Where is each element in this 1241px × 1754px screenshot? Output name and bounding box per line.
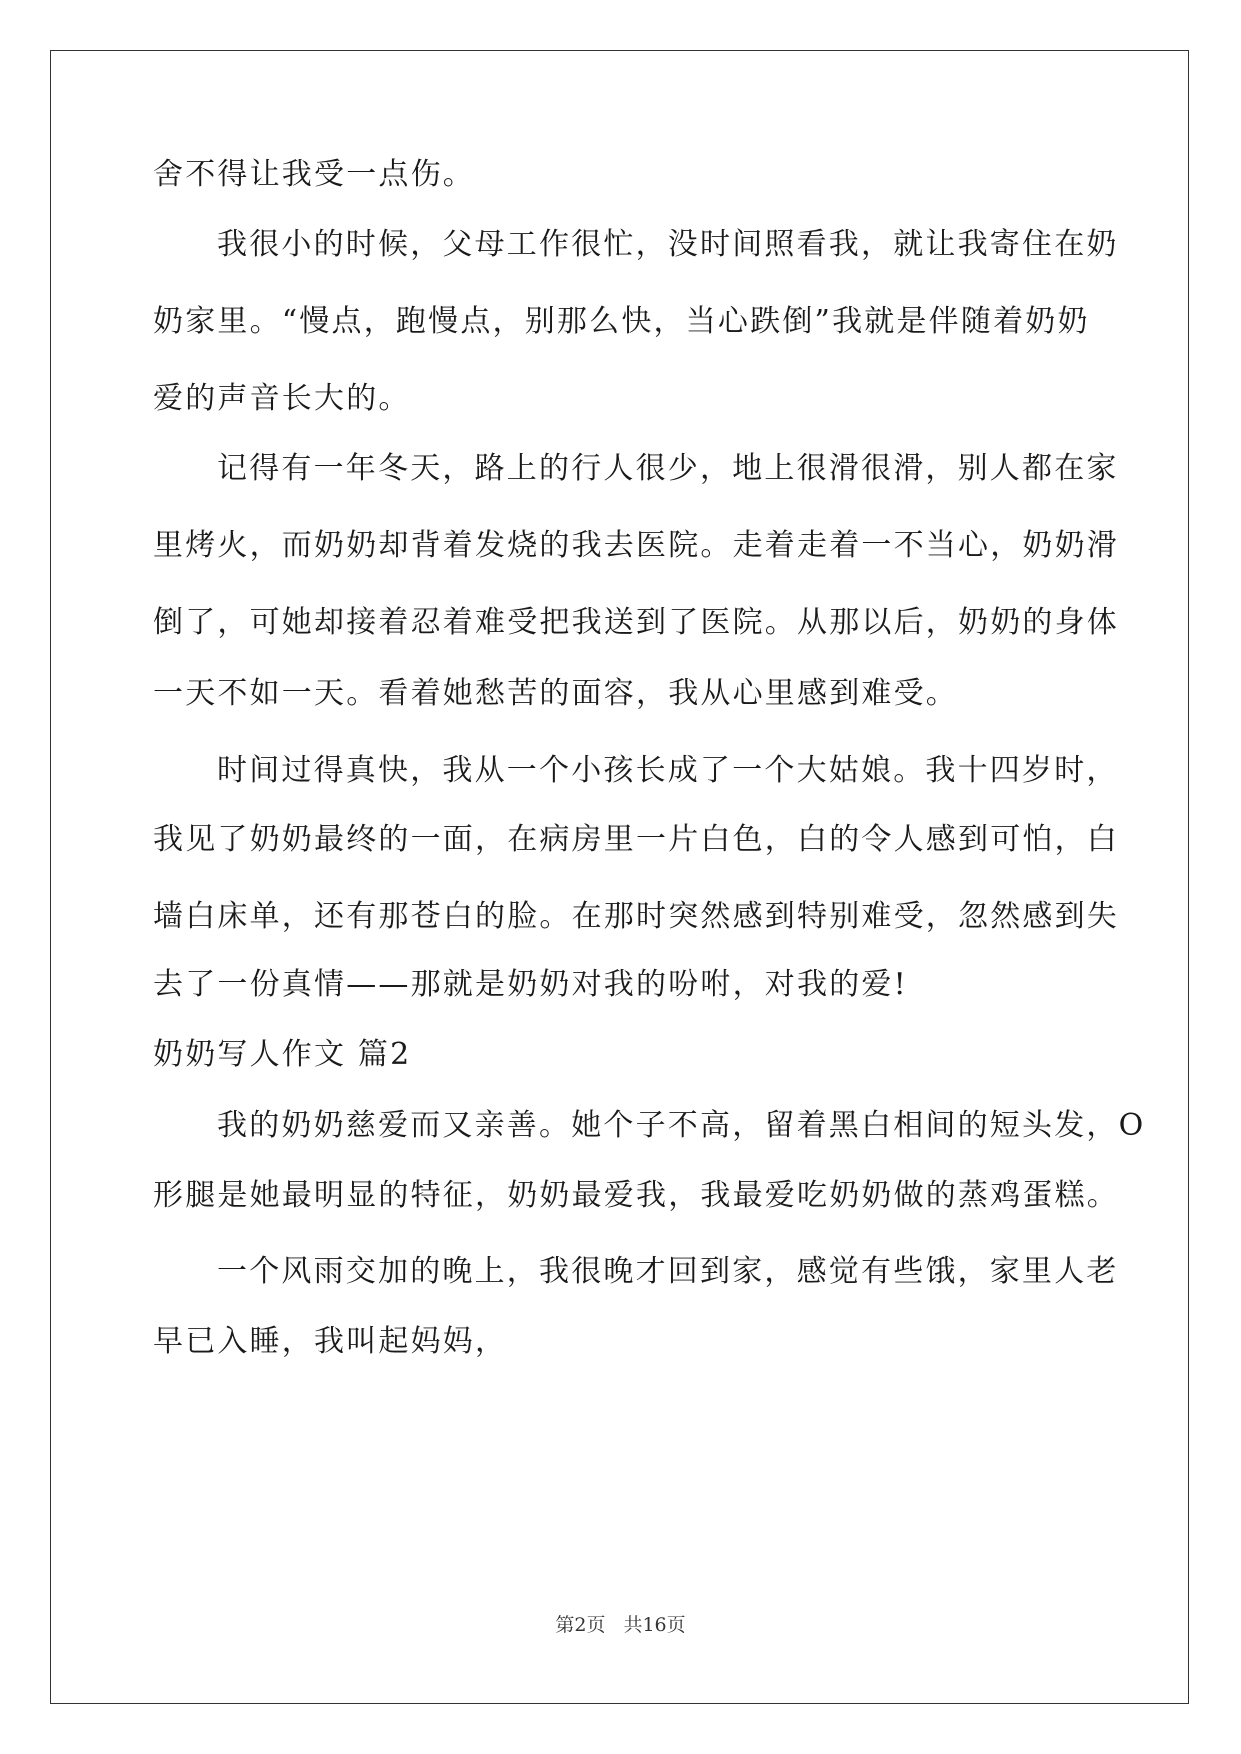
page-number-total: 共16页 (623, 1614, 686, 1636)
paragraph-start: 记得有一年冬天，路上的行人很少，地上很滑很滑，别人都在家 (217, 451, 1119, 486)
text-line: 一天不如一天。看着她愁苦的面容，我从心里感到难受。 (153, 676, 958, 711)
text-line: 形腿是她最明显的特征，奶奶最爱我，我最爱吃奶奶做的蒸鸡蛋糕。 (153, 1178, 1119, 1213)
paragraph-start: 一个风雨交加的晚上，我很晚才回到家，感觉有些饿，家里人老 (217, 1254, 1119, 1289)
text-line: 奶家里。“慢点，跑慢点，别那么快，当心跌倒”我就是伴随着奶奶 (153, 304, 1090, 339)
text-line: 墙白床单，还有那苍白的脸。在那时突然感到特别难受，忽然感到失 (153, 899, 1119, 934)
text-line: 早已入睡，我叫起妈妈， (153, 1324, 508, 1359)
page-footer (0, 1613, 1241, 1637)
text-line: 倒了，可她却接着忍着难受把我送到了医院。从那以后，奶奶的身体 (153, 605, 1119, 640)
paragraph-start: 时间过得真快，我从一个小孩长成了一个大姑娘。我十四岁时， (217, 753, 1119, 788)
page-border (50, 50, 1189, 1704)
section-heading: 奶奶写人作文 篇2 (153, 1037, 412, 1072)
text-line: 里烤火，而奶奶却背着发烧的我去医院。走着走着一不当心，奶奶滑 (153, 528, 1119, 563)
text-line: 爱的声音长大的。 (153, 381, 411, 416)
page-number-current: 第2页 (555, 1614, 606, 1636)
paragraph-start: 我很小的时候，父母工作很忙，没时间照看我，就让我寄住在奶 (217, 227, 1119, 262)
text-line: 舍不得让我受一点伤。 (153, 157, 475, 192)
text-line: 我见了奶奶最终的一面，在病房里一片白色，白的令人感到可怕，白 (153, 822, 1119, 857)
text-line: 去了一份真情——那就是奶奶对我的吩咐，对我的爱! (153, 967, 908, 1002)
paragraph-start: 我的奶奶慈爱而又亲善。她个子不高，留着黑白相间的短头发，O (217, 1108, 1146, 1143)
